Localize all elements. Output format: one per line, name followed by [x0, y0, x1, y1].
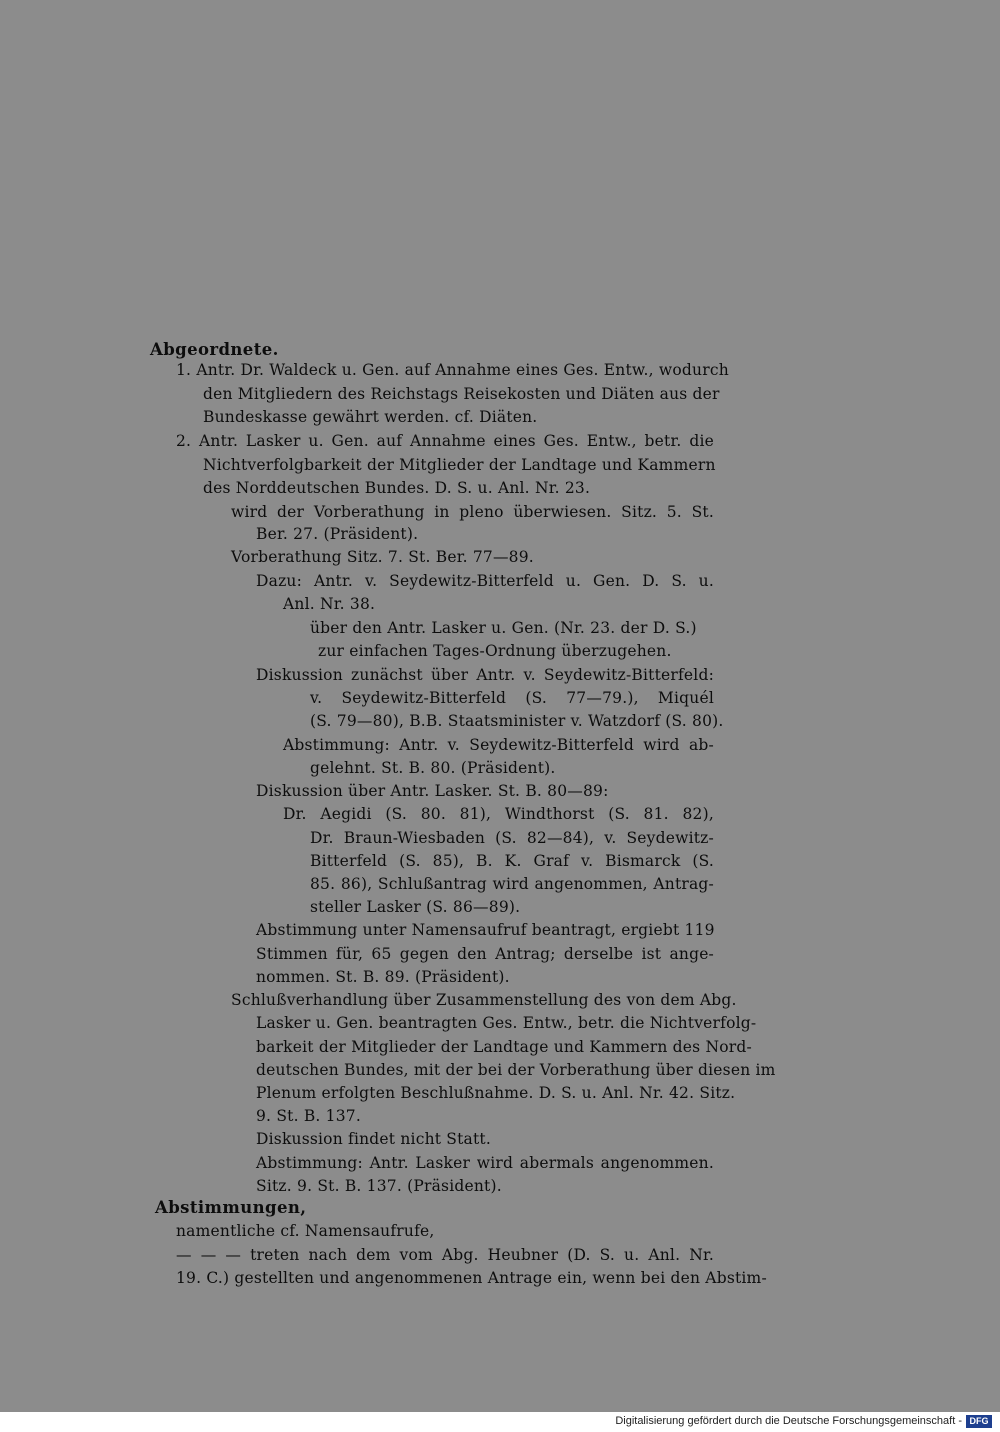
entry-line: Bundeskasse gewährt werden. cf. Diäten. — [203, 408, 538, 426]
entry-line: wird der Vorberathung in pleno überwiesen. Sitz. 5. St. — [231, 503, 714, 521]
entry-line: namentliche cf. Namensaufrufe, — [176, 1222, 435, 1240]
entry-line: den Mitgliedern des Reichstags Reisekosten und Diäten aus der — [203, 385, 720, 403]
entry-line: Bitterfeld (S. 85), B. K. Graf v. Bismarck (S. — [310, 852, 714, 870]
entry-line: Dazu: Antr. v. Seydewitz-Bitterfeld u. Gen. D. S. u. — [256, 572, 714, 590]
entry-line: über den Antr. Lasker u. Gen. (Nr. 23. der D. S.) — [310, 619, 697, 637]
entry-line: Abstimmung unter Namensaufruf beantragt, ergiebt 119 — [256, 921, 715, 939]
entry-line: Diskussion über Antr. Lasker. St. B. 80—89: — [256, 782, 609, 800]
entry-line: Schlußverhandlung über Zusammenstellung des von dem Abg. — [231, 991, 737, 1009]
entry-line: barkeit der Mitglieder der Landtage und Kammern des Nord- — [256, 1038, 752, 1056]
entry-line: Dr. Aegidi (S. 80. 81), Windthorst (S. 81. 82), — [283, 805, 714, 823]
entry-line: Ber. 27. (Präsident). — [256, 525, 419, 543]
entry-line: Nichtverfolgbarkeit der Mitglieder der Landtage und Kammern — [203, 456, 716, 474]
entry-line: — — — treten nach dem vom Abg. Heubner (D. S. u. Anl. Nr. — [176, 1246, 714, 1264]
entry-line: Sitz. 9. St. B. 137. (Präsident). — [256, 1177, 502, 1195]
entry-line: Abstimmung: Antr. Lasker wird abermals angenommen. — [256, 1154, 714, 1172]
entry-line: deutschen Bundes, mit der bei der Vorberathung über diesen im — [256, 1061, 776, 1079]
entry-line: 9. St. B. 137. — [256, 1107, 361, 1125]
entry-line: nommen. St. B. 89. (Präsident). — [256, 968, 510, 986]
entry-line: Stimmen für, 65 gegen den Antrag; derselbe ist ange- — [256, 945, 714, 963]
entry-line: Abstimmung: Antr. v. Seydewitz-Bitterfeld wird ab- — [283, 736, 714, 754]
entry-line: 1. Antr. Dr. Waldeck u. Gen. auf Annahme eines Ges. Entw., wodurch — [176, 361, 729, 379]
footer — [0, 1412, 1000, 1432]
entry-line: Vorberathung Sitz. 7. St. Ber. 77—89. — [231, 548, 534, 566]
entry-line: zur einfachen Tages-Ordnung überzugehen. — [318, 642, 672, 660]
entry-line: 85. 86), Schlußantrag wird angenommen, Antrag- — [310, 875, 714, 893]
entry-line: Plenum erfolgten Beschlußnahme. D. S. u. Anl. Nr. 42. Sitz. — [256, 1084, 736, 1102]
entry-line: 2. Antr. Lasker u. Gen. auf Annahme eines Ges. Entw., betr. die — [176, 432, 714, 450]
entry-line: Diskussion findet nicht Statt. — [256, 1130, 491, 1148]
entry-line: v. Seydewitz-Bitterfeld (S. 77—79.), Miquél — [310, 689, 714, 707]
entry-line: des Norddeutschen Bundes. D. S. u. Anl. Nr. 23. — [203, 479, 591, 497]
entry-line: 19. C.) gestellten und angenommenen Antrage ein, wenn bei den Abstim- — [176, 1269, 767, 1287]
entry-line: gelehnt. St. B. 80. (Präsident). — [310, 759, 556, 777]
entry-line: Dr. Braun-Wiesbaden (S. 82—84), v. Seydewitz- — [310, 829, 714, 847]
entry-line: Anl. Nr. 38. — [283, 595, 376, 613]
entry-line: Diskussion zunächst über Antr. v. Seydewitz-Bitterfeld: — [256, 666, 714, 684]
section-heading: Abgeordnete. — [150, 340, 279, 359]
entry-line: Lasker u. Gen. beantragten Ges. Entw., betr. die Nichtverfolg- — [256, 1014, 757, 1032]
dfg-logo-icon: DFG — [966, 1415, 992, 1428]
section-heading: Abstimmungen, — [155, 1198, 307, 1217]
entry-line: (S. 79—80), B.B. Staatsminister v. Watzdorf (S. 80). — [310, 712, 724, 730]
entry-line: steller Lasker (S. 86—89). — [310, 898, 521, 916]
footer-credit: Digitalisierung gefördert durch die Deutsche Forschungsgemeinschaft - — [615, 1415, 962, 1427]
